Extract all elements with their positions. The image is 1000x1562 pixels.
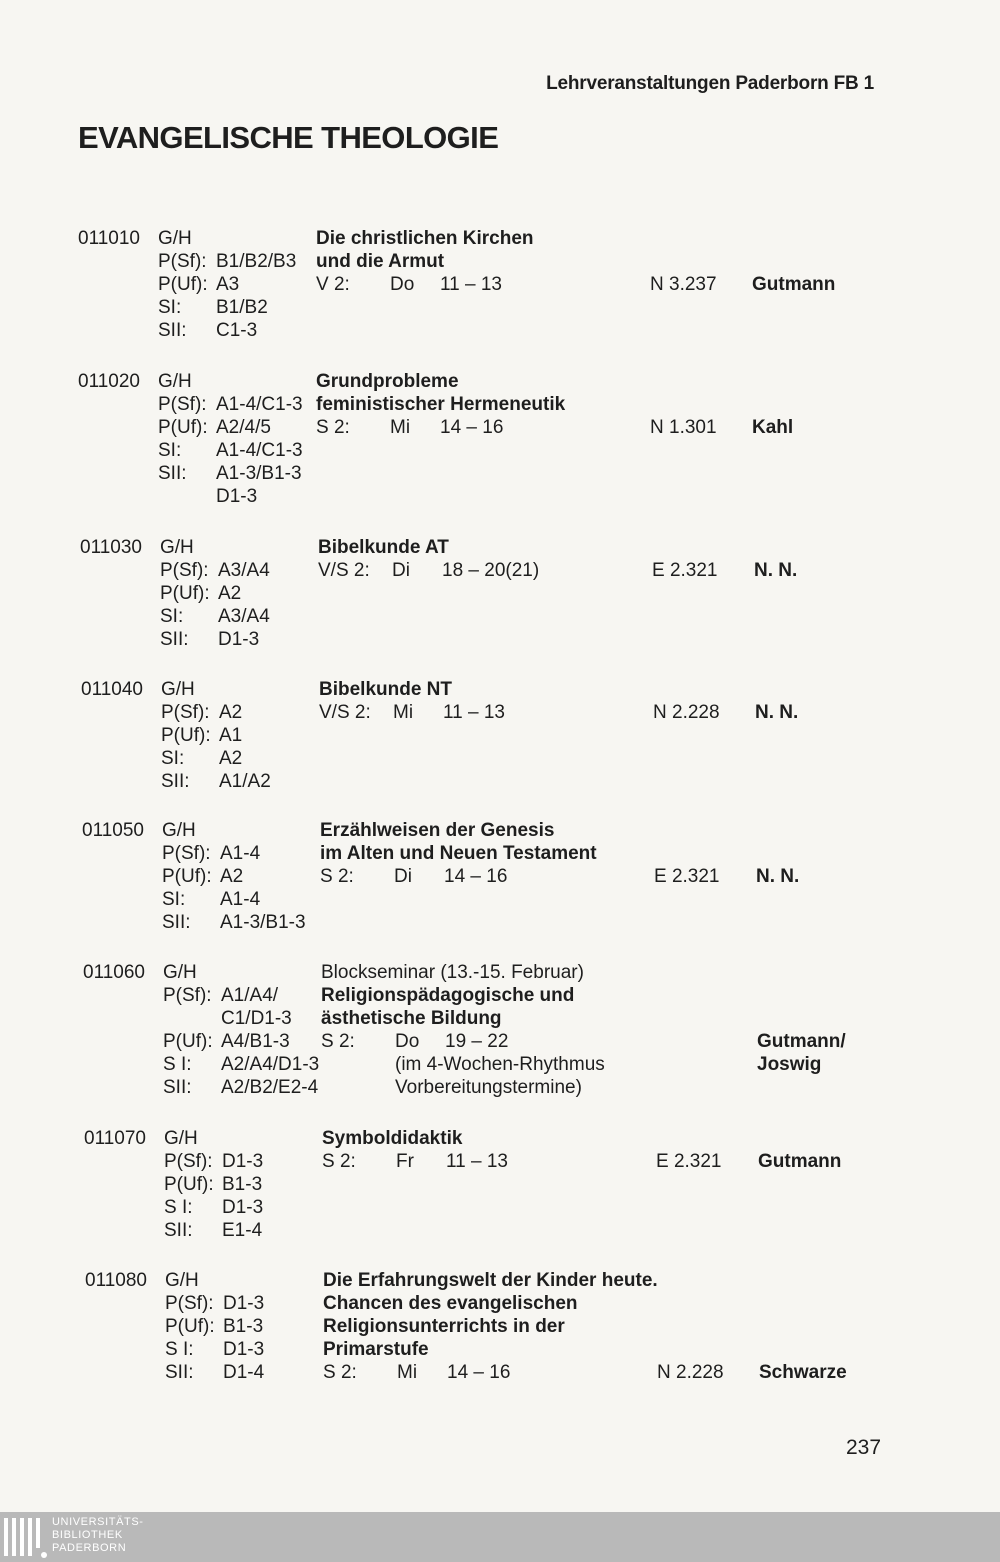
code-value: B1/B2/B3 [216, 251, 297, 272]
code-key: P(Sf): [164, 1151, 213, 1172]
page-number: 237 [846, 1436, 882, 1459]
course-time: 11 – 13 [443, 702, 505, 723]
code-key: P(Sf): [165, 1293, 214, 1314]
code-value: D1-4 [223, 1362, 265, 1383]
course-note: Vorbereitungstermine) [395, 1077, 582, 1098]
code-value: A3/A4 [218, 606, 270, 627]
code-key: SII: [160, 629, 189, 650]
course-lecturer: Schwarze [759, 1362, 847, 1383]
course-lecturer: N. N. [755, 702, 799, 723]
course-time: 14 – 16 [444, 866, 508, 887]
course-number: 011030 [80, 537, 142, 558]
course-room: N 2.228 [653, 702, 720, 723]
code-value: D1-3 [222, 1151, 264, 1172]
code-key: P(Uf): [160, 583, 210, 604]
course-title: Erzählweisen der Genesis [320, 820, 555, 841]
code-key: SII: [162, 912, 191, 933]
course-lecturer: Gutmann/ [757, 1031, 846, 1052]
code-key: SII: [163, 1077, 192, 1098]
course-number: 011080 [85, 1270, 147, 1291]
course-lecturer: N. N. [756, 866, 800, 887]
code-value: D1-3 [223, 1293, 265, 1314]
code-value: A3/A4 [218, 560, 270, 581]
course-day: Do [395, 1031, 420, 1052]
course-time: 14 – 16 [440, 417, 504, 438]
course-lecturer: Gutmann [758, 1151, 842, 1172]
course-type: S 2: [316, 417, 350, 438]
course-level: G/H [164, 1128, 198, 1149]
code-value: A2 [219, 702, 243, 723]
code-value: B1-3 [222, 1174, 263, 1195]
course-room: E 2.321 [656, 1151, 722, 1172]
course-level: G/H [163, 962, 197, 983]
course-title: Chancen des evangelischen [323, 1293, 578, 1314]
course-title: Grundprobleme [316, 371, 459, 392]
course-lecturer: Joswig [757, 1054, 822, 1075]
code-key: P(Sf): [160, 560, 209, 581]
course-title: Religionsunterrichts in der [323, 1316, 565, 1337]
code-key: P(Sf): [162, 843, 211, 864]
course-number: 011060 [83, 962, 145, 983]
course-type: S 2: [321, 1031, 355, 1052]
course-lecturer: N. N. [754, 560, 798, 581]
course-entry-011070 [84, 1127, 884, 1267]
code-value: D1-3 [223, 1339, 265, 1360]
code-key: S I: [164, 1197, 193, 1218]
course-type: S 2: [320, 866, 354, 887]
course-level: G/H [160, 537, 194, 558]
code-key: P(Uf): [162, 866, 212, 887]
code-value: A2 [220, 866, 244, 887]
course-time: 18 – 20(21) [442, 560, 540, 581]
course-title: ästhetische Bildung [321, 1008, 502, 1029]
code-key: SII: [158, 463, 187, 484]
course-day: Mi [393, 702, 414, 723]
course-type: V 2: [316, 274, 350, 295]
course-number: 011020 [78, 371, 140, 392]
code-key: P(Uf): [163, 1031, 213, 1052]
library-name-line: UNIVERSITÄTS- [52, 1516, 144, 1528]
code-value: A1-4 [220, 843, 261, 864]
library-name-line: PADERBORN [52, 1542, 127, 1554]
course-title: Primarstufe [323, 1339, 429, 1360]
code-value: A1-4/C1-3 [216, 394, 303, 415]
course-level: G/H [158, 371, 192, 392]
course-entry-011060 [83, 961, 883, 1101]
course-room: N 1.301 [650, 417, 717, 438]
course-number: 011070 [84, 1128, 146, 1149]
course-room: E 2.321 [652, 560, 718, 581]
course-level: G/H [161, 679, 195, 700]
course-time: 11 – 13 [440, 274, 502, 295]
code-key: SII: [161, 771, 190, 792]
code-key: P(Uf): [158, 274, 208, 295]
course-title: Symboldidaktik [322, 1128, 463, 1149]
page-title: EVANGELISCHE THEOLOGIE [78, 120, 499, 155]
code-key: SII: [158, 320, 187, 341]
code-value: A2 [219, 748, 243, 769]
code-key: SII: [165, 1362, 194, 1383]
code-key: SI: [162, 889, 186, 910]
course-day: Mi [397, 1362, 418, 1383]
course-time: 19 – 22 [445, 1031, 509, 1052]
code-key: S I: [163, 1054, 192, 1075]
code-value: A1-4 [220, 889, 261, 910]
course-entry-011020 [78, 370, 878, 510]
course-pre-title: Blockseminar (13.-15. Februar) [321, 962, 584, 983]
course-entry-011040 [81, 678, 881, 818]
code-value: A2/A4/D1-3 [221, 1054, 320, 1075]
course-note: (im 4-Wochen-Rhythmus [395, 1054, 605, 1075]
course-entry-011050 [82, 819, 882, 959]
course-title: Religionspädagogische und [321, 985, 575, 1006]
course-day: Di [392, 560, 410, 581]
code-value: B1-3 [223, 1316, 264, 1337]
library-footer [0, 1512, 1000, 1562]
library-logo-icon [4, 1518, 44, 1558]
course-title: Bibelkunde AT [318, 537, 449, 558]
code-value: A4/B1-3 [221, 1031, 290, 1052]
course-number: 011040 [81, 679, 143, 700]
course-time: 11 – 13 [446, 1151, 508, 1172]
course-level: G/H [158, 228, 192, 249]
code-value: A3 [216, 274, 240, 295]
course-entry-011030 [80, 536, 880, 676]
course-type: V/S 2: [319, 702, 371, 723]
code-value: D1-3 [222, 1197, 264, 1218]
code-key: SI: [158, 297, 182, 318]
code-value: A1/A2 [219, 771, 271, 792]
course-day: Mi [390, 417, 411, 438]
course-day: Fr [396, 1151, 414, 1172]
code-key: SI: [158, 440, 182, 461]
code-key: SI: [160, 606, 184, 627]
course-type: S 2: [323, 1362, 357, 1383]
code-key: P(Sf): [158, 251, 207, 272]
course-number: 011050 [82, 820, 144, 841]
course-type: S 2: [322, 1151, 356, 1172]
code-value: A1 [219, 725, 243, 746]
code-value: A1-3/B1-3 [216, 463, 302, 484]
course-room: N 2.228 [657, 1362, 724, 1383]
code-value: A2 [218, 583, 242, 604]
code-value: A1-3/B1-3 [220, 912, 306, 933]
code-key: P(Uf): [164, 1174, 214, 1195]
code-value: D1-3 [218, 629, 260, 650]
code-key: SII: [164, 1220, 193, 1241]
course-time: 14 – 16 [447, 1362, 511, 1383]
code-value: A1-4/C1-3 [216, 440, 303, 461]
course-level: G/H [165, 1270, 199, 1291]
code-value: C1/D1-3 [221, 1008, 292, 1029]
code-key: P(Uf): [165, 1316, 215, 1337]
course-title: Bibelkunde NT [319, 679, 453, 700]
course-title: im Alten und Neuen Testament [320, 843, 597, 864]
code-key: SI: [161, 748, 185, 769]
course-number: 011010 [78, 228, 140, 249]
code-key: P(Sf): [161, 702, 210, 723]
course-type: V/S 2: [318, 560, 370, 581]
course-room: E 2.321 [654, 866, 720, 887]
code-key: S I: [165, 1339, 194, 1360]
code-value: D1-3 [216, 486, 258, 507]
running-head: Lehrveranstaltungen Paderborn FB 1 [546, 73, 874, 94]
course-title: und die Armut [316, 251, 445, 272]
course-day: Do [390, 274, 415, 295]
code-value: E1-4 [222, 1220, 263, 1241]
course-room: N 3.237 [650, 274, 717, 295]
course-lecturer: Kahl [752, 417, 794, 438]
code-key: P(Sf): [163, 985, 212, 1006]
course-level: G/H [162, 820, 196, 841]
course-title: Die Erfahrungswelt der Kinder heute. [323, 1270, 658, 1291]
library-name [52, 1516, 144, 1555]
code-key: P(Uf): [158, 417, 208, 438]
code-value: A2/4/5 [216, 417, 271, 438]
code-value: A2/B2/E2-4 [221, 1077, 319, 1098]
code-key: P(Sf): [158, 394, 207, 415]
library-name-line: BIBLIOTHEK [52, 1529, 123, 1541]
course-title: feministischer Hermeneutik [316, 394, 566, 415]
code-key: P(Uf): [161, 725, 211, 746]
course-entry-011010 [78, 227, 878, 367]
code-value: C1-3 [216, 320, 258, 341]
course-entry-011080 [85, 1269, 885, 1409]
course-title: Die christlichen Kirchen [316, 228, 534, 249]
course-lecturer: Gutmann [752, 274, 836, 295]
course-day: Di [394, 866, 412, 887]
code-value: A1/A4/ [221, 985, 279, 1006]
code-value: B1/B2 [216, 297, 268, 318]
